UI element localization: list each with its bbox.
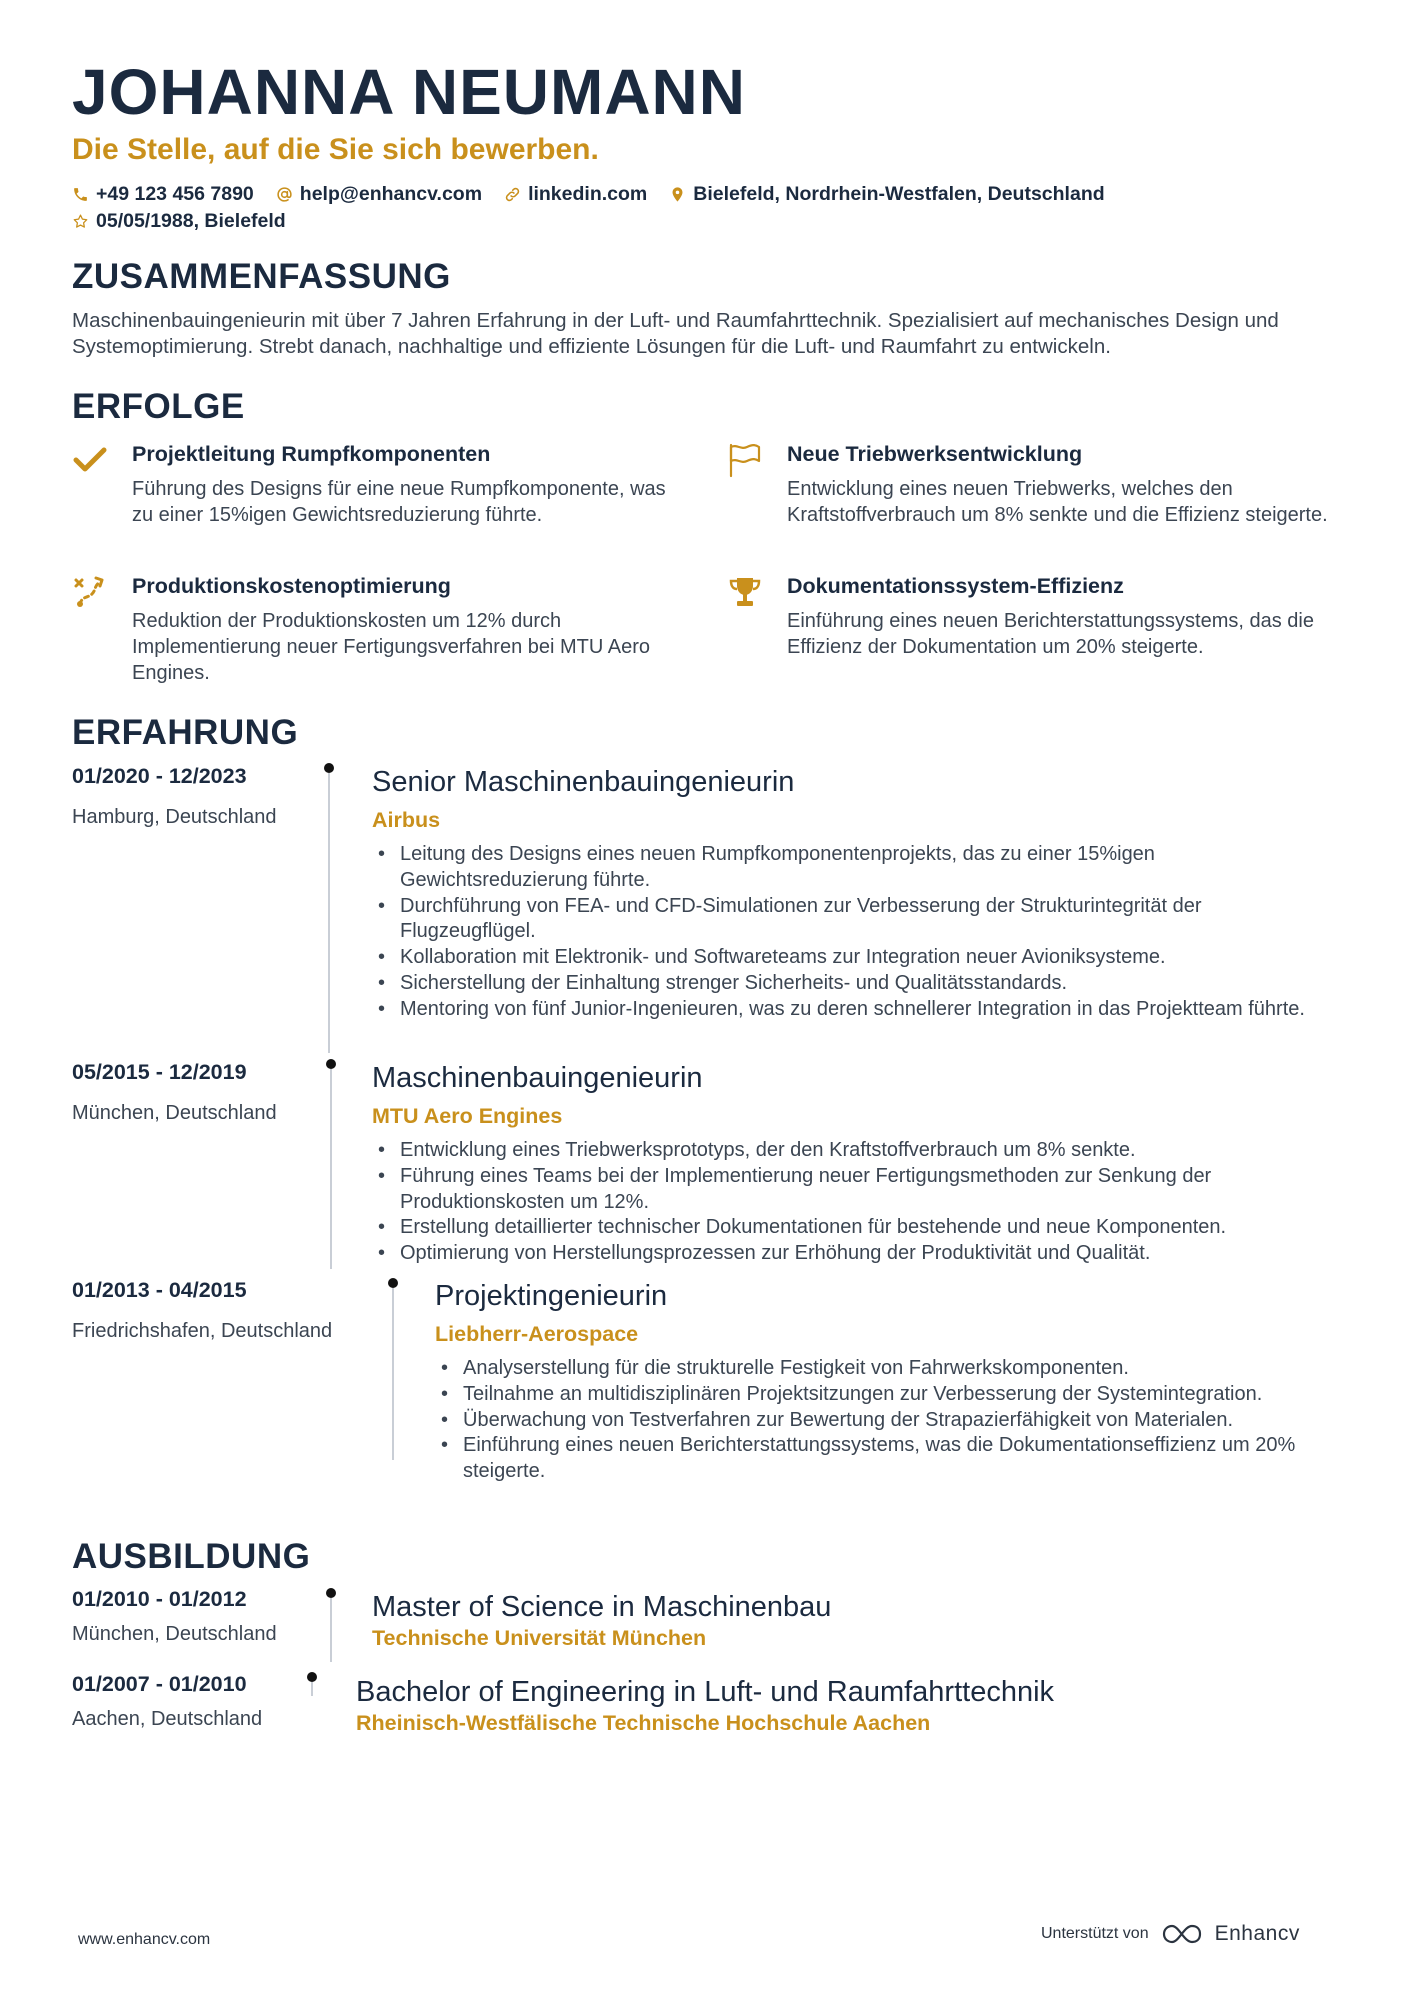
- achievement-desc: Entwicklung eines neuen Triebwerks, welches den Kraftstoffverbrauch um 8% senkte und die Effizienz steigerte.: [787, 478, 1328, 526]
- education-degree: Bachelor of Engineering in Luft- und Raumfahrttechnik: [356, 1676, 1055, 1708]
- email-text: help@enhancv.com: [299, 183, 483, 205]
- timeline-line: [328, 773, 330, 1053]
- summary-heading: ZUSAMMENFASSUNG: [72, 257, 451, 296]
- experience-company: Liebherr-Aerospace: [435, 1322, 639, 1346]
- summary-text: Maschinenbauingenieurin mit über 7 Jahren Erfahrung in der Luft- und Raumfahrttechnik. Spezialisiert auf mechanisches Design und Systemoptimierung. Strebt danach, nachhaltige und effiziente Lösungen für die Luft- und Raumfahrt zu entwickeln.: [72, 309, 1279, 358]
- achievement-desc: Führung des Designs für eine neue Rumpfkomponente, was zu einer 15%igen Gewichtsreduzierung führte.: [132, 478, 666, 526]
- education-school: Rheinisch-Westfälische Technische Hochschule Aachen: [356, 1711, 931, 1735]
- footer-website[interactable]: www.enhancv.com: [78, 1931, 211, 1948]
- experience-location: Friedrichshafen, Deutschland: [72, 1320, 333, 1342]
- location-pin-icon: [669, 186, 686, 203]
- experience-company: MTU Aero Engines: [372, 1104, 563, 1128]
- experience-role: Senior Maschinenbauingenieurin: [372, 766, 795, 798]
- link-icon: [504, 186, 521, 203]
- education-location: Aachen, Deutschland: [72, 1708, 263, 1730]
- bullet-item: • Optimierung von Herstellungsprozessen zur Erhöhung der Produktivität und Qualität.: [372, 1241, 1352, 1267]
- contact-row: [72, 182, 1127, 206]
- education-dates: 01/2007 - 01/2010: [72, 1672, 247, 1696]
- bullet-item: • Führung eines Teams bei der Implementierung neuer Fertigungsmethoden zur Senkung der Produktionskosten um 12%.: [372, 1164, 1352, 1216]
- linkedin-text: linkedin.com: [528, 183, 648, 205]
- phone-text: +49 123 456 7890: [96, 183, 254, 205]
- bullet-item: • Kollaboration mit Elektronik- und Softwareteams zur Integration neuer Avioniksysteme.: [372, 945, 1332, 971]
- star-icon: [72, 213, 89, 230]
- experience-role: Projektingenieurin: [435, 1280, 668, 1312]
- achievement-title: Neue Triebwerksentwicklung: [787, 442, 1083, 466]
- experience-heading: ERFAHRUNG: [72, 713, 299, 752]
- experience-role: Maschinenbauingenieurin: [372, 1062, 703, 1094]
- contact-row-2: [72, 209, 308, 233]
- achievement-title: Produktionskostenoptimierung: [132, 574, 451, 598]
- contact-birth: [72, 209, 286, 233]
- timeline-line: [392, 1288, 394, 1460]
- timeline-dot: [307, 1672, 317, 1682]
- contact-email[interactable]: [276, 182, 482, 206]
- achievement-desc: Einführung eines neuen Berichterstattungssystems, das die Effizienz der Dokumentation um 20% steigerte.: [787, 610, 1314, 658]
- experience-dates: 01/2020 - 12/2023: [72, 764, 247, 788]
- achievement-desc: Reduktion der Produktionskosten um 12% durch Implementierung neuer Fertigungsverfahren bei MTU Aero Engines.: [132, 610, 651, 684]
- education-dates: 01/2010 - 01/2012: [72, 1587, 247, 1611]
- achievements-heading: ERFOLGE: [72, 387, 245, 426]
- timeline-dot: [324, 763, 334, 773]
- timeline-line: [330, 1069, 332, 1269]
- job-title: Die Stelle, auf die Sie sich bewerben.: [72, 133, 599, 166]
- bullet-item: • Teilnahme an multidisziplinären Projektsitzungen zur Verbesserung der Systemintegration.: [435, 1382, 1350, 1408]
- flag-icon: [727, 442, 763, 478]
- education-heading: AUSBILDUNG: [72, 1537, 311, 1576]
- experience-location: München, Deutschland: [72, 1102, 277, 1124]
- experience-bullets: [372, 842, 1332, 1023]
- enhancv-logo-icon: [1161, 1921, 1207, 1947]
- bullet-item: • Einführung eines neuen Berichterstattungssystems, was die Dokumentationseffizienz um 20% steigerte.: [435, 1433, 1350, 1485]
- candidate-name: JOHANNA NEUMANN: [72, 56, 746, 128]
- education-degree: Master of Science in Maschinenbau: [372, 1591, 832, 1623]
- experience-company: Airbus: [372, 808, 441, 832]
- phone-icon: [72, 186, 89, 203]
- bullet-item: • Sicherstellung der Einhaltung strenger Sicherheits- und Qualitätsstandards.: [372, 971, 1332, 997]
- footer-powered-by: Unterstützt von: [1041, 1925, 1149, 1942]
- experience-dates: 05/2015 - 12/2019: [72, 1060, 247, 1084]
- timeline-dot: [388, 1278, 398, 1288]
- timeline-line: [330, 1598, 332, 1662]
- education-location: München, Deutschland: [72, 1623, 277, 1645]
- achievement-title: Dokumentationssystem-Effizienz: [787, 574, 1124, 598]
- contact-phone[interactable]: [72, 182, 254, 206]
- education-school: Technische Universität München: [372, 1626, 707, 1650]
- achievement-title: Projektleitung Rumpfkomponenten: [132, 442, 491, 466]
- footer-branding: [1041, 1921, 1300, 1947]
- route-icon: [72, 574, 108, 610]
- experience-bullets: [435, 1356, 1350, 1485]
- experience-location: Hamburg, Deutschland: [72, 806, 277, 828]
- contact-linkedin[interactable]: [504, 182, 647, 206]
- contact-location: [669, 182, 1104, 206]
- bullet-item: • Leitung des Designs eines neuen Rumpfkomponentenprojekts, das zu einer 15%igen Gewichtsreduzierung führte.: [372, 842, 1332, 894]
- experience-bullets: [372, 1138, 1352, 1267]
- timeline-dot: [326, 1588, 336, 1598]
- timeline-dot: [326, 1059, 336, 1069]
- footer-brand: Enhancv: [1214, 1922, 1300, 1945]
- at-icon: [276, 186, 293, 203]
- experience-dates: 01/2013 - 04/2015: [72, 1278, 247, 1302]
- birth-text: 05/05/1988, Bielefeld: [96, 210, 286, 232]
- bullet-item: • Überwachung von Testverfahren zur Bewertung der Strapazierfähigkeit von Materialen.: [435, 1408, 1350, 1434]
- bullet-item: • Analyserstellung für die strukturelle Festigkeit von Fahrwerkskomponenten.: [435, 1356, 1350, 1382]
- trophy-icon: [727, 574, 763, 610]
- bullet-item: • Entwicklung eines Triebwerksprototyps, der den Kraftstoffverbrauch um 8% senkte.: [372, 1138, 1352, 1164]
- bullet-item: • Durchführung von FEA- und CFD-Simulationen zur Verbesserung der Strukturintegrität der Flugzeugflügel.: [372, 894, 1332, 946]
- timeline-line: [311, 1682, 313, 1696]
- bullet-item: • Mentoring von fünf Junior-Ingenieuren, was zu deren schnellerer Integration in das Projektteam führte.: [372, 997, 1332, 1023]
- check-icon: [72, 442, 108, 478]
- location-text: Bielefeld, Nordrhein-Westfalen, Deutschland: [693, 183, 1105, 205]
- bullet-item: • Erstellung detaillierter technischer Dokumentationen für bestehende und neue Komponenten.: [372, 1215, 1352, 1241]
